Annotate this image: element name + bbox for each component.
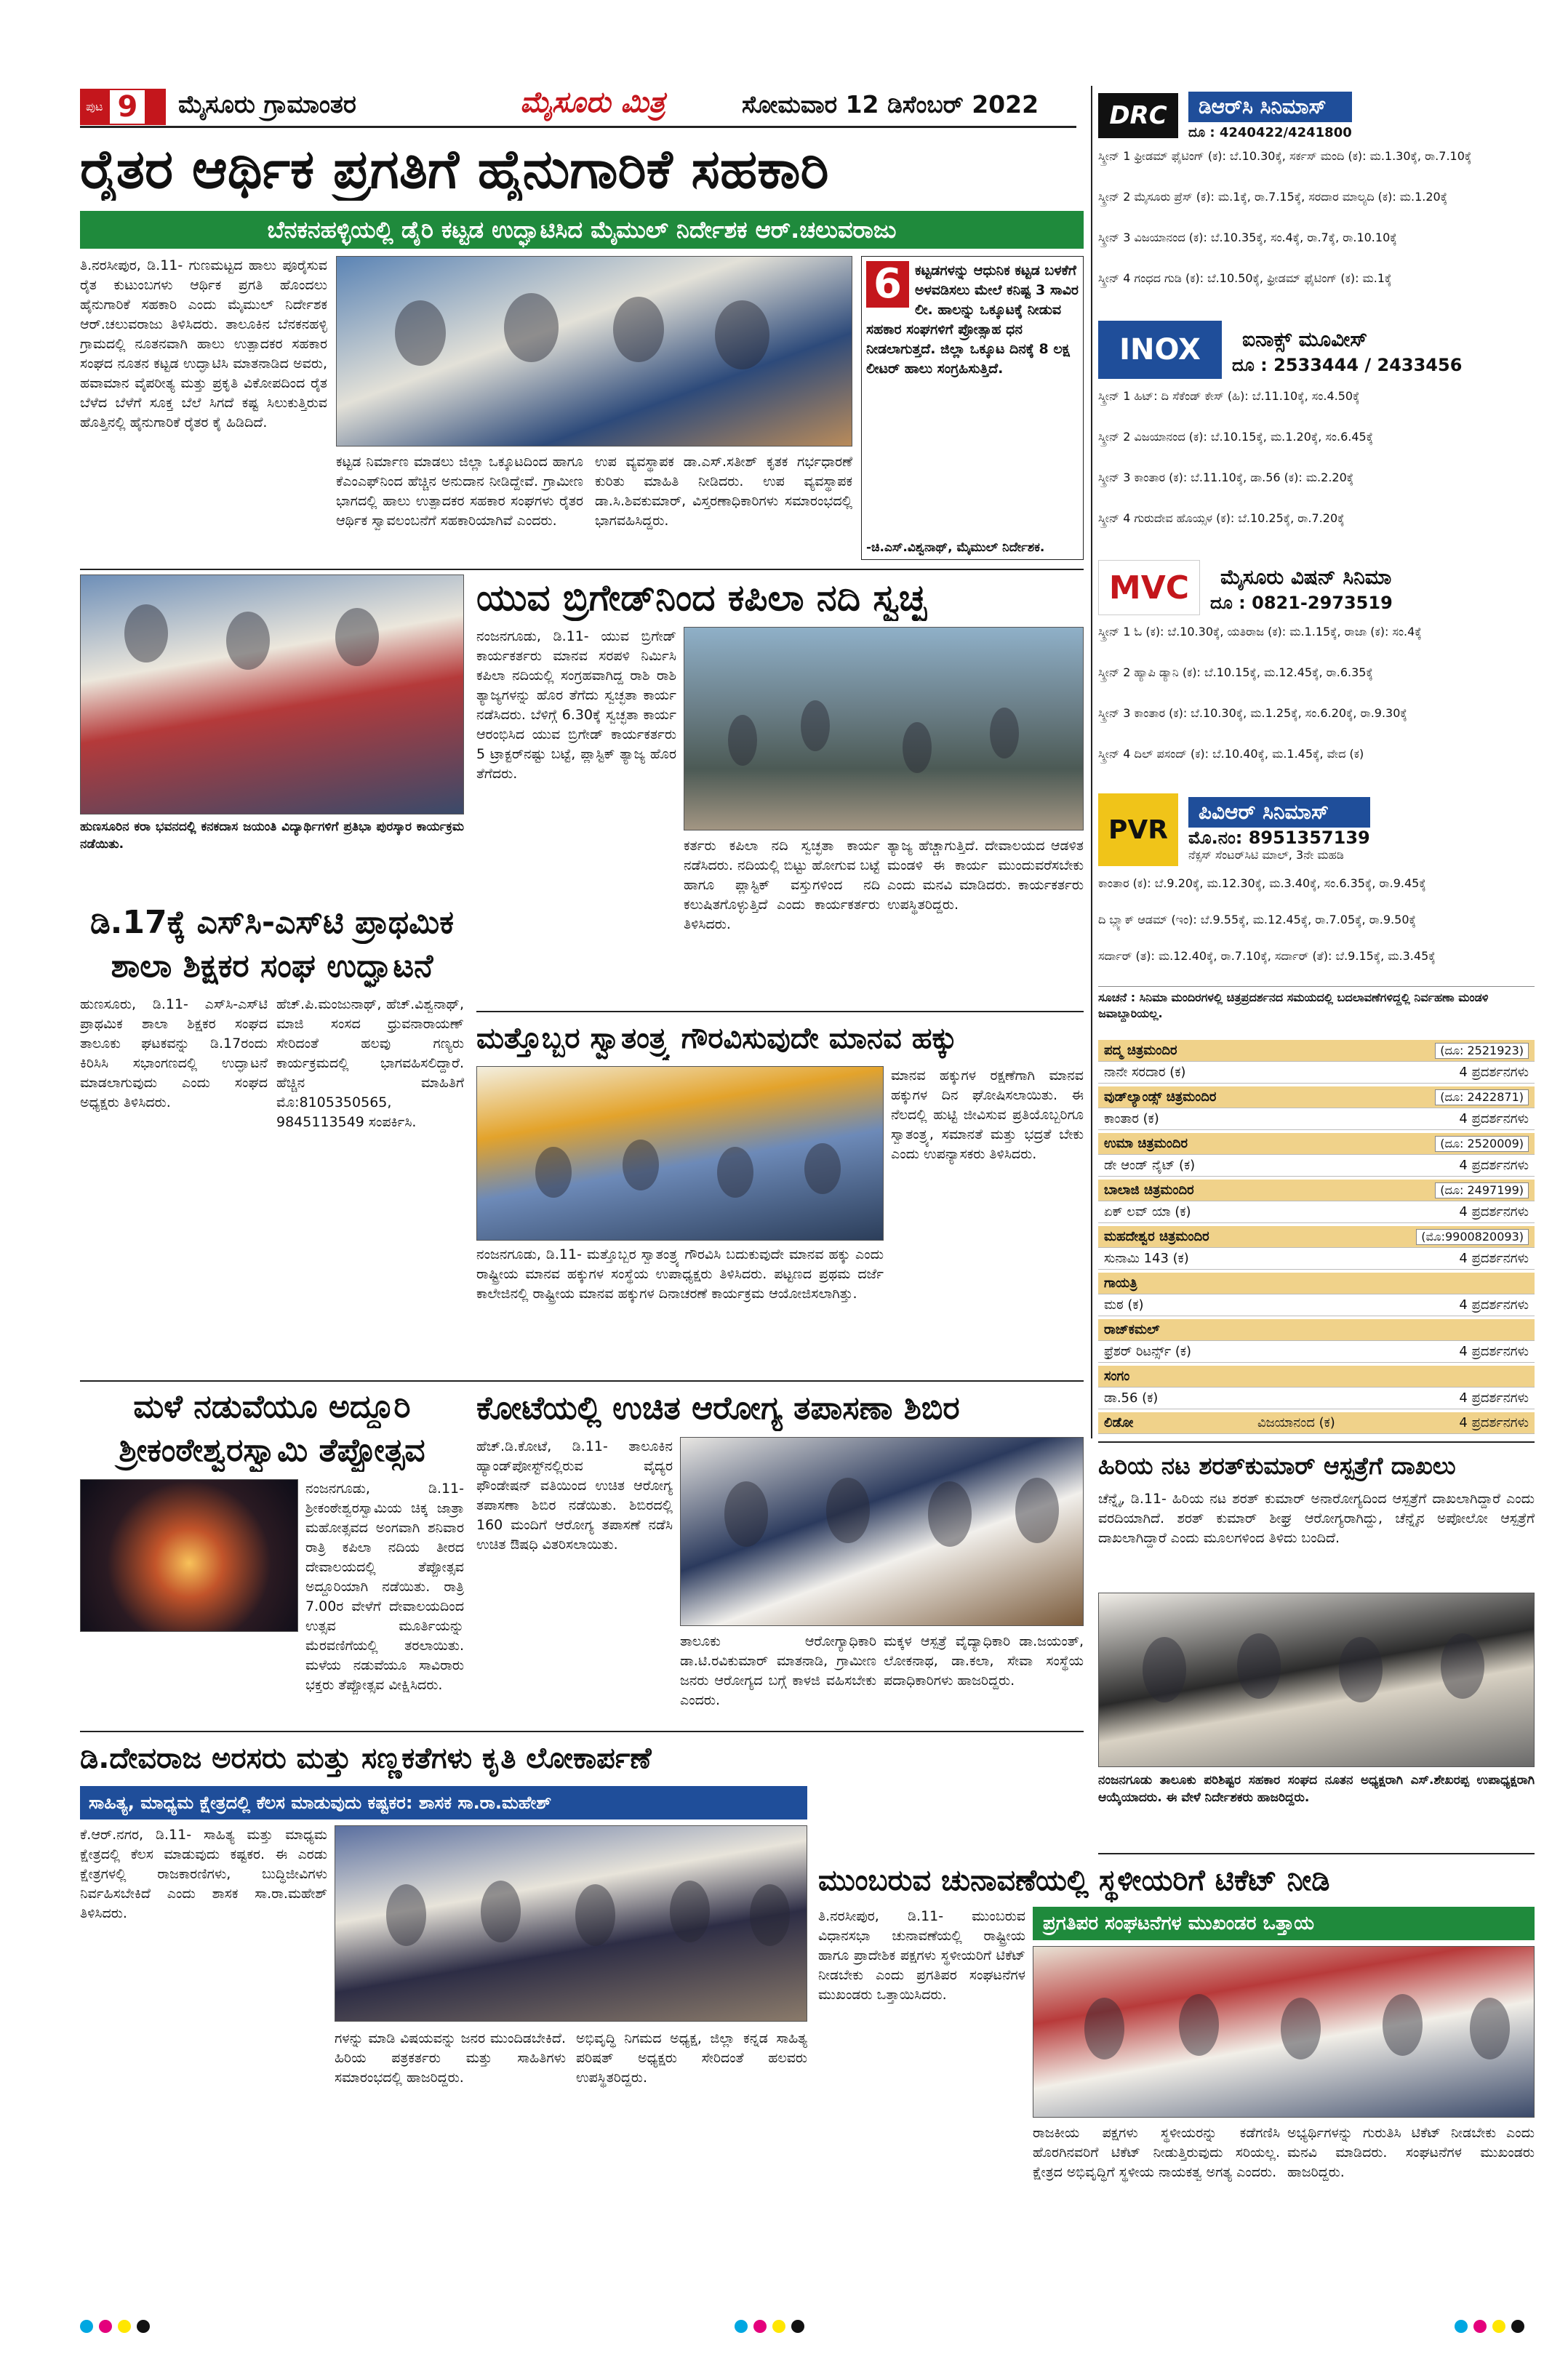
scst-body-2: ಹೆಚ್.ಪಿ.ಮಂಜುನಾಥ್, ಹೆಚ್.ವಿಶ್ವನಾಥ್, ಮಾಜಿ ಸಂಸದ ಧ್ರುವನಾರಾಯಣ್ ಸೇರಿದಂತೆ ಹಲವು ಗಣ್ಯರು ಕಾರ್ಯಕ್ರಮದಲ್ಲಿ ಭಾಗವಹಿಸಲಿದ್ದಾರೆ. ಹೆಚ್ಚಿನ ಮಾಹಿತಿಗೆ ಮೊ:8105350565, 9845113549 ಸಂಪರ್ಕಿಸಿ.	[276, 996, 464, 1130]
registration-dot	[1473, 2320, 1487, 2333]
divider	[1098, 1441, 1535, 1443]
inox-title: ಐನಾಕ್ಸ್ ಮೂವೀಸ್	[1242, 327, 1368, 351]
theatre-row-mahadeshwara: ಸುನಾಮಿ 143 (ಕ) 4 ಪ್ರದರ್ಶನಗಳು	[1098, 1248, 1535, 1270]
theatre-row-rajkamal: ಫ್ರೆಶರ್ ರಿಟರ್ನ್ಸ್ (ಕ) 4 ಪ್ರದರ್ಶನಗಳು	[1098, 1341, 1535, 1363]
theatre-header-sangam: ಸಂಗಂ	[1098, 1366, 1535, 1388]
devaraj-body-3: ಅಭಿವೃದ್ಧಿ ನಿಗಮದ ಅಧ್ಯಕ್ಷ, ಜಿಲ್ಲಾ ಕನ್ನಡ ಸಾಹಿತ್ಯ ಪರಿಷತ್ ಅಧ್ಯಕ್ಷರು ಸೇರಿದಂತೆ ಹಲವರು ಉಪಸ್ಥಿತರಿದ್ದರು.	[576, 2030, 807, 2086]
lead-subhead: ಬೆನಕನಹಳ್ಳಿಯಲ್ಲಿ ಡೈರಿ ಕಟ್ಟಡ ಉದ್ಘಾಟಿಸಿದ ಮೈಮುಲ್ ನಿರ್ದೇಶಕ ಆರ್.ಚಲುವರಾಜು	[80, 211, 1084, 249]
page-number: 9	[110, 90, 145, 124]
drc-title: ಡಿಆರ್‌ಸಿ ಸಿನಿಮಾಸ್	[1188, 92, 1352, 122]
rights-headline: ಮತ್ತೊಬ್ಬರ ಸ್ವಾತಂತ್ರ್ಯ ಗೌರವಿಸುವುದೇ ಮಾನವ ಹಕ್ಕು	[476, 1022, 957, 1055]
registration-dot	[80, 2320, 93, 2333]
issue-date: ಸೋಮವಾರ 12 ಡಿಸೆಂಬರ್ 2022	[742, 90, 1039, 119]
mvc-title: ಮೈಸೂರು ವಿಷನ್ ಸಿನಿಮಾ	[1220, 565, 1392, 589]
scst-headline-1: ಡಿ.17ಕ್ಕೆ ಎಸ್‌ಸಿ-ಎಸ್‌ಟಿ ಪ್ರಾಥಮಿಕ	[89, 904, 455, 941]
registration-dot	[772, 2320, 785, 2333]
pvr-header	[1098, 790, 1535, 870]
sarath-headline: ಹಿರಿಯ ನಟ ಶರತ್‌ಕುಮಾರ್ ಆಸ್ಪತ್ರೆಗೆ ದಾಖಲು	[1098, 1452, 1456, 1480]
pvr-screen-3: ಸರ್ದಾರ್ (ತ): ಮ.12.40ಕ್ಕೆ, ರಾ.7.10ಕ್ಕೆ, ಸರ್ದಾರ್ (ತೆ): ಬೆ.9.15ಕ್ಕೆ, ಮ.3.45ಕ್ಕೆ	[1098, 949, 1436, 963]
registration-dot	[753, 2320, 767, 2333]
inox-screen-2: ಸ್ಕ್ರೀನ್ 2 ವಿಜಯಾನಂದ (ಕ): ಬೆ.10.15ಕ್ಕೆ, ಮ.1.20ಕ್ಕೆ, ಸಂ.6.45ಕ್ಕೆ	[1098, 430, 1374, 444]
election-body-2: ರಾಜಕೀಯ ಪಕ್ಷಗಳು ಸ್ಥಳೀಯರನ್ನು ಕಡೆಗಣಿಸಿ ಹೊರಗಿನವರಿಗೆ ಟಿಕೆಟ್ ನೀಡುತ್ತಿರುವುದು ಸರಿಯಲ್ಲ. ಕ್ಷೇತ್ರದ ಅಭಿವೃದ್ಧಿಗೆ ಸ್ಥಳೀಯ ನಾಯಕತ್ವ ಅಗತ್ಯ ಎಂದರು.	[1033, 2125, 1280, 2180]
scst-headline-2: ಶಾಲಾ ಶಿಕ್ಷಕರ ಸಂಘ ಉದ್ಘಾಟನೆ	[111, 948, 433, 985]
theatre-header-rajkamal: ರಾಜ್‌ಕಮಲ್	[1098, 1319, 1535, 1341]
sarath-caption: ನಂಜನಗೂಡು ತಾಲೂಕು ಪರಿಶಿಷ್ಟರ ಸಹಕಾರ ಸಂಘದ ನೂತನ ಅಧ್ಯಕ್ಷರಾಗಿ ಎಸ್.ಶೇಖರಪ್ಪ ಉಪಾಧ್ಯಕ್ಷರಾಗಿ ಆಯ್ಕೆಯಾದರು. ಈ ವೇಳೆ ನಿರ್ದೇಶಕರು ಹಾಜರಿದ್ದರು.	[1098, 1773, 1535, 1805]
inox-logo: INOX	[1098, 321, 1222, 379]
scst-body-1: ಹುಣಸೂರು, ಡಿ.11- ಎಸ್‌ಸಿ-ಎಸ್‌ಟಿ ಪ್ರಾಥಮಿಕ ಶಾಲಾ ಶಿಕ್ಷಕರ ಸಂಘದ ತಾಲೂಕು ಘಟಕವನ್ನು ಡಿ.17ರಂದು ಕಿರಿಸಿಸಿ ಸಭಾಂಗಣದಲ್ಲಿ ಉದ್ಘಾಟನೆ ಮಾಡಲಾಗುವುದು ಎಂದು ಸಂಘದ ಅಧ್ಯಕ್ಷರು ತಿಳಿಸಿದರು.	[80, 996, 268, 1110]
pvr-logo: PVR	[1098, 793, 1178, 866]
lead-body-3: ಉಪ ವ್ಯವಸ್ಥಾಪಕ ಡಾ.ಎಸ್.ಸತೀಶ್ ಕೃತಕ ಗರ್ಭಧಾರಣೆ ಕುರಿತು ಮಾಹಿತಿ ನೀಡಿದರು. ಉಪ ವ್ಯವಸ್ಥಾಪಕ ಡಾ.ಸಿ.ಶಿವಕುಮಾರ್, ವಿಸ್ತರಣಾಧಿಕಾರಿಗಳು ಸಮಾರಂಭದಲ್ಲಿ ಭಾಗವಹಿಸಿದ್ದರು.	[595, 454, 852, 529]
drc-screen-4: ಸ್ಕ್ರೀನ್ 4 ಗಂಧದ ಗುಡಿ (ಕ): ಬೆ.10.50ಕ್ಕೆ, ಫ್ರೀಡಮ್ ಫೈಟಿಂಗ್ (ಕ): ಮ.1ಕ್ಕೆ	[1098, 271, 1392, 285]
lead-photo	[336, 256, 852, 447]
pvr-notice: ಸೂಚನೆ : ಸಿನಿಮಾ ಮಂದಿರಗಳಲ್ಲಿ ಚಿತ್ರಪ್ರದರ್ಶನದ ಸಮಯದಲ್ಲಿ ಬದಲಾವಣೆಗಳಿದ್ದಲ್ಲಿ ನಿರ್ವಹಣಾ ಮಂಡಳಿ ಜವಾಬ್ದಾರಿಯಲ್ಲ.	[1098, 986, 1535, 1033]
paper-name-logo: ಮೈಸೂರು ಮಿತ್ರ	[520, 86, 665, 119]
inox-screen-1: ಸ್ಕ್ರೀನ್ 1 ಹಿಟ್: ದಿ ಸೆಕೆಂಡ್ ಕೇಸ್ (ಹಿ): ಬೆ.11.10ಕ್ಕೆ, ಸಂ.4.50ಕ್ಕೆ	[1098, 389, 1360, 403]
registration-dot	[1511, 2320, 1524, 2333]
kapila-body-3: ತ್ಯಾಜ್ಯ ಹೆಚ್ಚಾಗುತ್ತಿದೆ. ದೇವಾಲಯದ ಆಡಳಿತ ಮಂಡಳಿ ಈ ಕಾರ್ಯ ಮುಂದುವರೆಸಬೇಕು ಎಂದು ಮನವಿ ಮಾಡಿದರು. ಕಾರ್ಯಕರ್ತರು ಉಪಸ್ಥಿತರಿದ್ದರು.	[887, 838, 1084, 913]
mvc-screen-2: ಸ್ಕ್ರೀನ್ 2 ಹ್ಯಾಪಿ ಡ್ಯಾನಿ (ಕ): ಬೆ.10.15ಕ್ಕೆ, ಮ.12.45ಕ್ಕೆ, ರಾ.6.35ಕ್ಕೆ	[1098, 665, 1373, 679]
mvc-phone: ದೂ : 0821-2973519	[1210, 593, 1393, 613]
drc-phone: ದೂ : 4240422/4241800	[1188, 124, 1352, 140]
kapila-headline: ಯುವ ಬ್ರಿಗೇಡ್‌ನಿಂದ ಕಪಿಲಾ ನದಿ ಸ್ವಚ್ಛ	[476, 577, 927, 619]
sarath-photo	[1098, 1593, 1535, 1767]
election-photo	[1033, 1946, 1535, 2118]
temple-photo	[80, 1479, 298, 1632]
pvr-phone: ಮೊ.ನಂ: 8951357139	[1188, 828, 1370, 848]
election-body-3: ಅಭ್ಯರ್ಥಿಗಳನ್ನು ಗುರುತಿಸಿ ಟಿಕೆಟ್ ನೀಡಬೇಕು ಎಂದು ಮನವಿ ಮಾಡಿದರು. ಸಂಘಟನೆಗಳ ಮುಖಂಡರು ಹಾಜರಿದ್ದರು.	[1287, 2125, 1535, 2180]
drc-screen-3: ಸ್ಕ್ರೀನ್ 3 ವಿಜಯಾನಂದ (ಕ): ಬೆ.10.35ಕ್ಕೆ, ಸಂ.4ಕ್ಕೆ, ರಾ.7ಕ್ಕೆ, ರಾ.10.10ಕ್ಕೆ	[1098, 231, 1397, 244]
page-label: ಪುಟ	[86, 100, 103, 113]
devaraj-photo	[335, 1825, 807, 2022]
election-body-1: ತಿ.ನರಸೀಪುರ, ಡಿ.11- ಮುಂಬರುವ ವಿಧಾನಸಭಾ ಚುನಾವಣೆಯಲ್ಲಿ ರಾಷ್ಟ್ರೀಯ ಹಾಗೂ ಪ್ರಾದೇಶಿಕ ಪಕ್ಷಗಳು ಸ್ಥಳೀಯರಿಗೆ ಟಿಕೆಟ್ ನೀಡಬೇಕು ಎಂದು ಪ್ರಗತಿಪರ ಸಂಘಟನೆಗಳ ಮುಖಂಡರು ಒತ್ತಾಯಿಸಿದರು.	[818, 1908, 1025, 2003]
rights-photo	[476, 1066, 884, 1241]
registration-dot	[99, 2320, 112, 2333]
election-subhead: ಪ್ರಗತಿಪರ ಸಂಘಟನೆಗಳ ಮುಖಂಡರ ಒತ್ತಾಯ	[1033, 1907, 1535, 1940]
inox-screen-4: ಸ್ಕ್ರೀನ್ 4 ಗುರುದೇವ ಹೊಯ್ಸಳ (ಕ): ಬೆ.10.25ಕ್ಕೆ, ರಾ.7.20ಕ್ಕೆ	[1098, 511, 1345, 525]
lead-body-2: ಕಟ್ಟಡ ನಿರ್ಮಾಣ ಮಾಡಲು ಜಿಲ್ಲಾ ಒಕ್ಕೂಟದಿಂದ ಹಾಗೂ ಕೆಎಂಎಫ್‌ನಿಂದ ಹೆಚ್ಚಿನ ಅನುದಾನ ನೀಡಿದ್ದೇವೆ. ಗ್ರಾಮೀಣ ಭಾಗದಲ್ಲಿ ಹಾಲು ಉತ್ಪಾದಕರ ಸಹಕಾರ ಸಂಘಗಳು ರೈತರ ಆರ್ಥಿಕ ಸ್ವಾವಲಂಬನೆಗೆ ಸಹಕಾರಿಯಾಗಿವೆ ಎಂದರು.	[336, 454, 583, 529]
pvr-address: ನೆಕ್ಸಸ್ ಸೆಂಟರ್‌ಸಿಟಿ ಮಾಲ್, 3ನೇ ಮಹಡಿ	[1188, 848, 1344, 862]
health-body-2: ತಾಲೂಕು ಆರೋಗ್ಯಾಧಿಕಾರಿ ಡಾ.ಟಿ.ರವಿಕುಮಾರ್ ಮಾತನಾಡಿ, ಗ್ರಾಮೀಣ ಜನರು ಆರೋಗ್ಯದ ಬಗ್ಗೆ ಕಾಳಜಿ ವಹಿಸಬೇಕು ಎಂದರು.	[680, 1633, 876, 1708]
inox-header	[1098, 317, 1535, 383]
theatre-row-uma: ಡೇ ಆಂಡ್ ನೈಟ್ (ಕ) 4 ಪ್ರದರ್ಶನಗಳು	[1098, 1155, 1535, 1177]
health-photo	[680, 1437, 1084, 1626]
theatre-header-balaji: ಬಾಲಾಜಿ ಚಿತ್ರಮಂದಿರ (ದೂ: 2497199)	[1098, 1180, 1535, 1201]
rights-body-1: ಮಾನವ ಹಕ್ಕುಗಳ ರಕ್ಷಣೆಗಾಗಿ ಮಾನವ ಹಕ್ಕುಗಳ ದಿನ ಘೋಷಿಸಲಾಯಿತು. ಈ ನೆಲದಲ್ಲಿ ಹುಟ್ಟಿ ಜೀವಿಸುವ ಪ್ರತಿಯೊಬ್ಬರಿಗೂ ಸ್ವಾತಂತ್ರ್ಯ, ಸಮಾನತೆ ಮತ್ತು ಭದ್ರತೆ ಬೇಕು ಎಂದು ಉಪನ್ಯಾಸಕರು ತಿಳಿಸಿದರು.	[891, 1068, 1084, 1162]
kapila-photo	[684, 627, 1084, 830]
divider	[1098, 1853, 1535, 1854]
theatre-header-woodlands: ವುಡ್‌ಲ್ಯಾಂಡ್ಸ್ ಚಿತ್ರಮಂದಿರ (ದೂ: 2422871)	[1098, 1086, 1535, 1108]
pvr-screen-2: ದಿ ಬ್ಲ್ಯಾಕ್ ಆಡಮ್ (ಇಂ): ಬೆ.9.55ಕ್ಕೆ, ಮ.12.45ಕ್ಕೆ, ರಾ.7.05ಕ್ಕೆ, ರಾ.9.50ಕ್ಕೆ	[1098, 913, 1416, 926]
mvc-screen-3: ಸ್ಕ್ರೀನ್ 3 ಕಾಂತಾರ (ಕ): ಬೆ.10.30ಕ್ಕೆ, ಮ.1.25ಕ್ಕೆ, ಸಂ.6.20ಕ್ಕೆ, ರಾ.9.30ಕ್ಕೆ	[1098, 706, 1407, 720]
registration-dot	[1492, 2320, 1505, 2333]
drc-header	[1098, 90, 1535, 141]
temple-headline-1: ಮಳೆ ನಡುವೆಯೂ ಅದ್ದೂರಿ	[133, 1388, 411, 1425]
theatre-row-padma: ನಾನೇ ಸರದಾರ (ಕ) 4 ಪ್ರದರ್ಶನಗಳು	[1098, 1062, 1535, 1084]
divider	[80, 1731, 1084, 1732]
health-body-3: ಮಕ್ಕಳ ಆಸ್ಪತ್ರೆ ವೈದ್ಯಾಧಿಕಾರಿ ಡಾ.ಜಯಂತ್, ಲೋಕನಾಥ, ಡಾ.ಕಲಾ, ಸೇವಾ ಸಂಸ್ಥೆಯ ಪದಾಧಿಕಾರಿಗಳು ಹಾಜರಿದ್ದರು.	[884, 1633, 1084, 1689]
theatre-row-gayathri: ಮಠ (ಕ) 4 ಪ್ರದರ್ಶನಗಳು	[1098, 1294, 1535, 1316]
mvc-logo: MVC	[1098, 560, 1200, 615]
divider	[476, 1011, 1084, 1012]
divider	[80, 1380, 1084, 1382]
drc-screen-2: ಸ್ಕ್ರೀನ್ 2 ಮೈಸೂರು ಪ್ರೆಸ್ (ಕ): ಮ.1ಕ್ಕೆ, ರಾ.7.15ಕ್ಕೆ, ಸರದಾರ ಮಾಲ್ಯದಿ (ಕ): ಮ.1.20ಕ್ಕೆ	[1098, 190, 1448, 204]
registration-dot	[1455, 2320, 1468, 2333]
mvc-screen-4: ಸ್ಕ್ರೀನ್ 4 ದಿಲ್ ಪಸಂದ್ (ಕ): ಬೆ.10.40ಕ್ಕೆ, ಮ.1.45ಕ್ಕೆ, ವೇದ (ಕ)	[1098, 747, 1364, 761]
theatre-header-lido: ಲಿಡೋ ವಿಜಯಾನಂದ (ಕ) 4 ಪ್ರದರ್ಶನಗಳು	[1098, 1412, 1535, 1434]
kapila-body-1: ನಂಜನಗೂಡು, ಡಿ.11- ಯುವ ಬ್ರಿಗೇಡ್ ಕಾರ್ಯಕರ್ತರು ಮಾನವ ಸರಪಳಿ ನಿರ್ಮಿಸಿ ಕಪಿಲಾ ನದಿಯಲ್ಲಿ ಸಂಗ್ರಹವಾಗಿದ್ದ ರಾಶಿ ರಾಶಿ ತ್ಯಾಜ್ಯಗಳನ್ನು ಹೊರ ತೆಗೆದು ಸ್ವಚ್ಛತಾ ಕಾರ್ಯ ನಡೆಸಿದರು. ಬೆಳಿಗ್ಗೆ 6.30ಕ್ಕೆ ಸ್ವಚ್ಛತಾ ಕಾರ್ಯ ಆರಂಭಿಸಿದ ಯುವ ಬ್ರಿಗೇಡ್ ಕಾರ್ಯಕರ್ತರು 5 ಟ್ರಾಕ್ಟರ್‌ನಷ್ಟು ಬಟ್ಟೆ, ಪ್ಲಾಸ್ಟಿಕ್ ತ್ಯಾಜ್ಯ ಹೊರ ತೆಗೆದರು.	[476, 628, 676, 782]
devaraj-body-2: ಗಳನ್ನು ಮಾಡಿ ವಿಷಯವನ್ನು ಜನರ ಮುಂದಿಡಬೇಕಿದೆ. ಹಿರಿಯ ಪತ್ರಕರ್ತರು ಮತ್ತು ಸಾಹಿತಿಗಳು ಸಮಾರಂಭದಲ್ಲಿ ಹಾಜರಿದ್ದರು.	[335, 2030, 566, 2086]
infobox-number: 6	[866, 261, 909, 308]
kanaka-photo	[80, 575, 464, 814]
registration-dot	[791, 2320, 804, 2333]
theatre-row-sangam: ಡಾ.56 (ಕ) 4 ಪ್ರದರ್ಶನಗಳು	[1098, 1388, 1535, 1409]
registration-dot	[137, 2320, 150, 2333]
theatre-header-mahadeshwara: ಮಹದೇಶ್ವರ ಚಿತ್ರಮಂದಿರ (ಮೊ:9900820093)	[1098, 1226, 1535, 1248]
drc-screen-1: ಸ್ಕ್ರೀನ್ 1 ಫ್ರೀಡಮ್ ಫೈಟಿಂಗ್ (ಕ): ಬೆ.10.30ಕ್ಕೆ, ಸರ್ಕಸ್ ಮಂದಿ (ಕ): ಮ.1.30ಕ್ಕೆ, ರಾ.7.10ಕ್ಕೆ	[1098, 149, 1472, 163]
theatre-row-woodlands: ಕಾಂತಾರ (ಕ) 4 ಪ್ರದರ್ಶನಗಳು	[1098, 1108, 1535, 1130]
column-divider	[1091, 86, 1092, 1438]
inox-screen-3: ಸ್ಕ್ರೀನ್ 3 ಕಾಂತಾರ (ಕ): ಬೆ.11.10ಕ್ಕೆ, ಡಾ.56 (ಕ): ಮ.2.20ಕ್ಕೆ	[1098, 471, 1354, 484]
health-headline: ಕೋಟೆಯಲ್ಲಿ ಉಚಿತ ಆರೋಗ್ಯ ತಪಾಸಣಾ ಶಿಬಿರ	[476, 1390, 960, 1427]
kapila-body-2: ಕರ್ತರು ಕಪಿಲಾ ನದಿ ಸ್ವಚ್ಛತಾ ಕಾರ್ಯ ನಡೆಸಿದರು. ನದಿಯಲ್ಲಿ ಬಿಟ್ಟು ಹೋಗುವ ಬಟ್ಟೆ ಹಾಗೂ ಪ್ಲಾಸ್ಟಿಕ್ ವಸ್ತುಗಳಿಂದ ನದಿ ಕಲುಷಿತಗೊಳ್ಳುತ್ತಿದೆ ಎಂದು ಕಾರ್ಯಕರ್ತರು ತಿಳಿಸಿದರು.	[684, 838, 880, 932]
infobox-byline: -ಚಿ.ಎಸ್.ವಿಶ್ವನಾಥ್, ಮೈಮುಲ್ ನಿರ್ದೇಶಕ.	[866, 540, 1045, 555]
mvc-screen-1: ಸ್ಕ್ರೀನ್ 1 ಓ (ಕ): ಬೆ.10.30ಕ್ಕೆ, ಯತಿರಾಜ (ಕ): ಮ.1.15ಕ್ಕೆ, ರಾಜಾ (ಕ): ಸಂ.4ಕ್ಕೆ	[1098, 625, 1422, 638]
divider	[80, 569, 1084, 570]
lead-infobox	[861, 256, 1084, 560]
page-number-badge	[80, 89, 166, 125]
pvr-screen-1: ಕಾಂತಾರ (ಕ): ಬೆ.9.20ಕ್ಕೆ, ಮ.12.30ಕ್ಕೆ, ಮ.3.40ಕ್ಕೆ, ಸಂ.6.35ಕ್ಕೆ, ರಾ.9.45ಕ್ಕೆ	[1098, 876, 1426, 890]
election-headline: ಮುಂಬರುವ ಚುನಾವಣೆಯಲ್ಲಿ ಸ್ಥಳೀಯರಿಗೆ ಟಿಕೆಟ್ ನೀಡಿ	[818, 1864, 1330, 1897]
devaraj-subhead: ಸಾಹಿತ್ಯ, ಮಾಧ್ಯಮ ಕ್ಷೇತ್ರದಲ್ಲಿ ಕೆಲಸ ಮಾಡುವುದು ಕಷ್ಟಕರ: ಶಾಸಕ ಸಾ.ರಾ.ಮಹೇಶ್	[80, 1786, 807, 1819]
sarath-body: ಚೆನ್ನೈ, ಡಿ.11- ಹಿರಿಯ ನಟ ಶರತ್ ಕುಮಾರ್ ಅನಾರೋಗ್ಯದಿಂದ ಆಸ್ಪತ್ರೆಗೆ ದಾಖಲಾಗಿದ್ದಾರೆ ಎಂದು ವರದಿಯಾಗಿದೆ. ಶರತ್ ಕುಮಾರ್ ಶೀಘ್ರ ಆರೋಗ್ಯರಾಗಿದ್ದು, ಚೆನ್ನೈನ ಅಪೋಲೋ ಆಸ್ಪತ್ರೆಗೆ ದಾಖಲಾಗಿದ್ದಾರೆ ಎಂದು ಮೂಲಗಳಿಂದ ತಿಳಿದು ಬಂದಿದೆ.	[1098, 1491, 1535, 1546]
theatre-header-padma: ಪದ್ಮ ಚಿತ್ರಮಂದಿರ (ದೂ: 2521923)	[1098, 1040, 1535, 1062]
rights-body-2: ನಂಜನಗೂಡು, ಡಿ.11- ಮತ್ತೊಬ್ಬರ ಸ್ವಾತಂತ್ರ್ಯ ಗೌರವಿಸಿ ಬದುಕುವುದೇ ಮಾನವ ಹಕ್ಕು ಎಂದು ರಾಷ್ಟ್ರೀಯ ಮಾನವ ಹಕ್ಕುಗಳ ಸಂಸ್ಥೆಯ ಉಪಾಧ್ಯಕ್ಷರು ತಿಳಿಸಿದರು. ಪಟ್ಟಣದ ಪ್ರಥಮ ದರ್ಜೆ ಕಾಲೇಜಿನಲ್ಲಿ ರಾಷ್ಟ್ರೀಯ ಮಾನವ ಹಕ್ಕುಗಳ ದಿನಾಚರಣೆ ಕಾರ್ಯಕ್ರಮ ಆಯೋಜಿಸಲಾಗಿತ್ತು.	[476, 1246, 884, 1302]
lead-body-1: ತಿ.ನರಸೀಪುರ, ಡಿ.11- ಗುಣಮಟ್ಟದ ಹಾಲು ಪೂರೈಸುವ ರೈತ ಕುಟುಂಬಗಳು ಆರ್ಥಿಕ ಪ್ರಗತಿ ಹೊಂದಲು ಹೈನುಗಾರಿಕೆ ಸಹಕಾರಿ ಎಂದು ಮೈಮುಲ್ ನಿರ್ದೇಶಕ ಆರ್.ಚಲುವರಾಜು ತಿಳಿಸಿದರು. ತಾಲೂಕಿನ ಬೆನಕನಹಳ್ಳಿ ಗ್ರಾಮದಲ್ಲಿ ನೂತನವಾಗಿ ಹಾಲು ಉತ್ಪಾದಕರ ಸಹಕಾರ ಸಂಘದ ನೂತನ ಕಟ್ಟಡ ಉದ್ಘಾಟಿಸಿ ಮಾತನಾಡಿದ ಅವರು, ಹವಾಮಾನ ವೈಪರೀತ್ಯ ಮತ್ತು ಪ್ರಕೃತಿ ವಿಕೋಪದಿಂದ ರೈತ ಬೆಳೆದ ಬೆಳೆಗೆ ಸೂಕ್ತ ಬೆಲೆ ಸಿಗದೆ ಕಷ್ಟ ಸಿಲುಕುತ್ತಿರುವ ಹೊತ್ತಿನಲ್ಲಿ ಹೈನುಗಾರಿಕೆ ರೈತರ ಕೈ ಹಿಡಿದಿದೆ.	[80, 257, 327, 431]
health-body-1: ಹೆಚ್.ಡಿ.ಕೋಟೆ, ಡಿ.11- ತಾಲೂಕಿನ ಹ್ಯಾಂಡ್‌ಪೋಸ್ಟ್‌ನಲ್ಲಿರುವ ವೈದ್ಯರ ಫೌಂಡೇಷನ್ ವತಿಯಿಂದ ಉಚಿತ ಆರೋಗ್ಯ ತಪಾಸಣಾ ಶಿಬಿರ ನಡೆಯಿತು. ಶಿಬಿರದಲ್ಲಿ 160 ಮಂದಿಗೆ ಆರೋಗ್ಯ ತಪಾಸಣೆ ನಡೆಸಿ ಉಚಿತ ಔಷಧಿ ವಿತರಿಸಲಾಯಿತು.	[476, 1438, 673, 1553]
theatre-header-uma: ಉಮಾ ಚಿತ್ರಮಂದಿರ (ದೂ: 2520009)	[1098, 1133, 1535, 1155]
registration-dot	[118, 2320, 131, 2333]
infobox-text: ಕಟ್ಟಡಗಳನ್ನು ಆಧುನಿಕ ಕಟ್ಟಡ ಬಳಕೆಗೆ ಅಳವಡಿಸಲು ಮೇಲೆ ಕನಿಷ್ಟ 3 ಸಾವಿರ ಲೀ. ಹಾಲನ್ನು ಒಕ್ಕೂಟಕ್ಕೆ ನೀಡುವ ಸಹಕಾರ ಸಂಘಗಳಿಗೆ ಪ್ರೋತ್ಸಾಹ ಧನ ನೀಡಲಾಗುತ್ತದೆ. ಜಿಲ್ಲಾ ಒಕ್ಕೂಟ ದಿನಕ್ಕೆ 8 ಲಕ್ಷ ಲೀಟರ್ ಹಾಲು ಸಂಗ್ರಹಿಸುತ್ತಿದೆ.	[866, 263, 1079, 377]
temple-headline-2: ಶ್ರೀಕಂಠೇಶ್ವರಸ್ವಾಮಿ ತೆಪ್ಪೋತ್ಸವ	[119, 1432, 425, 1469]
theatre-row-balaji: ಏಕ್ ಲವ್ ಯಾ (ಕ) 4 ಪ್ರದರ್ಶನಗಳು	[1098, 1201, 1535, 1223]
registration-dot	[735, 2320, 748, 2333]
mvc-header	[1098, 557, 1535, 618]
masthead	[80, 86, 1076, 128]
pvr-title: ಪಿವಿಆರ್ ಸಿನಿಮಾಸ್	[1188, 797, 1370, 828]
kanaka-caption: ಹುಣಸೂರಿನ ಕರಾ ಭವನದಲ್ಲಿ ಕನಕದಾಸ ಜಯಂತಿ ವಿದ್ಯಾರ್ಥಿಗಳಿಗೆ ಪ್ರತಿಭಾ ಪುರಸ್ಕಾರ ಕಾರ್ಯಕ್ರಮ ನಡೆಯಿತು.	[80, 820, 464, 852]
theatre-header-gayathri: ಗಾಯತ್ರಿ	[1098, 1273, 1535, 1294]
devaraj-headline: ಡಿ.ದೇವರಾಜ ಅರಸರು ಮತ್ತು ಸಣ್ಣಕತೆಗಳು ಕೃತಿ ಲೋಕಾರ್ಪಣೆ	[80, 1742, 652, 1775]
inox-phone: ದೂ : 2533444 / 2433456	[1232, 355, 1463, 375]
temple-body: ನಂಜನಗೂಡು, ಡಿ.11- ಶ್ರೀಕಂಠೇಶ್ವರಸ್ವಾಮಿಯ ಚಿಕ್ಕ ಜಾತ್ರಾ ಮಹೋತ್ಸವದ ಅಂಗವಾಗಿ ಶನಿವಾರ ರಾತ್ರಿ ಕಪಿಲಾ ನದಿಯ ತೀರದ ದೇವಾಲಯದಲ್ಲಿ ತೆಪ್ಪೋತ್ಸವ ಅದ್ದೂರಿಯಾಗಿ ನಡೆಯಿತು. ರಾತ್ರಿ 7.00ರ ವೇಳೆಗೆ ದೇವಾಲಯದಿಂದ ಉತ್ಸವ ಮೂರ್ತಿಯನ್ನು ಮೆರವಣಿಗೆಯಲ್ಲಿ ತರಲಾಯಿತು. ಮಳೆಯ ನಡುವೆಯೂ ಸಾವಿರಾರು ಭಕ್ತರು ತೆಪ್ಪೋತ್ಸವ ವೀಕ್ಷಿಸಿದರು.	[305, 1481, 464, 1693]
lead-headline: ರೈತರ ಆರ್ಥಿಕ ಪ್ರಗತಿಗೆ ಹೈನುಗಾರಿಕೆ ಸಹಕಾರಿ	[80, 138, 829, 201]
devaraj-body-1: ಕೆ.ಆರ್.ನಗರ, ಡಿ.11- ಸಾಹಿತ್ಯ ಮತ್ತು ಮಾಧ್ಯಮ ಕ್ಷೇತ್ರದಲ್ಲಿ ಕೆಲಸ ಮಾಡುವುದು ಕಷ್ಟಕರ. ಈ ಎರಡು ಕ್ಷೇತ್ರಗಳಲ್ಲಿ ರಾಜಕಾರಣಿಗಳು, ಬುದ್ಧಿಜೀವಿಗಳು ನಿರ್ವಹಿಸಬೇಕಿದೆ ಎಂದು ಶಾಸಕ ಸಾ.ರಾ.ಮಹೇಶ್ ತಿಳಿಸಿದರು.	[80, 1827, 327, 1921]
drc-logo: DRC	[1098, 93, 1178, 138]
section-name: ಮೈಸೂರು ಗ್ರಾಮಾಂತರ	[178, 90, 356, 119]
